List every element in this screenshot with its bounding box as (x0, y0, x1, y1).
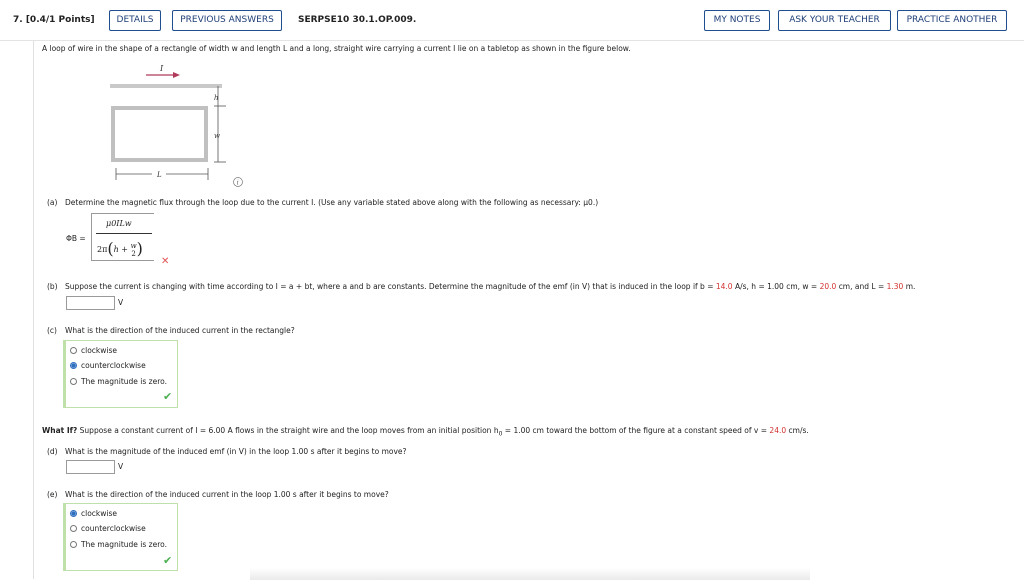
content-left-border (33, 40, 34, 579)
answer-numerator: μ0ILw (106, 219, 132, 228)
part-d-question: What is the magnitude of the induced emf (in V) in the loop 1.00 s after it begins to move? (65, 447, 407, 456)
incorrect-icon: ✕ (161, 256, 170, 267)
question-header (0, 0, 1024, 41)
part-e-question: What is the direction of the induced current in the loop 1.00 s after it begins to move? (65, 490, 389, 499)
v-value: 24.0 (769, 426, 787, 435)
part-b-question: Suppose the current is changing with time according to I = a + bt, where a and b are constants. Determine the magnitude of the emf (in V) that is induced in the loop if b = 14.0 A/s, h = 1.00 cm, w = 20.0 cm, and L = 1.30 m. (65, 282, 916, 291)
part-c-choices (63, 340, 178, 408)
previous-answers-button[interactable]: PREVIOUS ANSWERS (172, 10, 282, 31)
practice-another-button[interactable]: PRACTICE ANOTHER (897, 10, 1007, 31)
figure-h-label: h (214, 94, 219, 102)
part-e-option-zero[interactable]: The magnitude is zero. (81, 540, 167, 549)
part-d-answer-input[interactable] (66, 460, 115, 474)
my-notes-button[interactable]: MY NOTES (704, 10, 770, 31)
part-d-unit: V (118, 462, 124, 471)
details-button[interactable]: DETAILS (109, 10, 161, 31)
part-e-choices (63, 503, 178, 571)
part-c-radio-zero[interactable] (70, 378, 77, 385)
part-e-option-counterclockwise[interactable]: counterclockwise (81, 524, 146, 533)
part-c-option-zero[interactable]: The magnitude is zero. (81, 377, 167, 386)
b-value: 14.0 (715, 282, 733, 291)
two-pi: 2π (97, 245, 108, 254)
figure-w-label: w (214, 132, 220, 140)
figure-current-label: I (160, 64, 164, 73)
part-a-label: (a) (47, 198, 58, 207)
what-if-text: What If? Suppose a constant current of I = 6.00 A flows in the straight wire and the loop moves from an initial position $h_0 = 1.00$ cm toward the bottom of the figure at a constant speed of v = 24.0 cm/s. (42, 426, 809, 438)
part-c-correct-icon: ✔ (163, 390, 173, 403)
L-value: 1.30 (886, 282, 904, 291)
part-c-option-clockwise[interactable]: clockwise (81, 346, 118, 355)
part-e-radio-counterclockwise[interactable] (70, 525, 77, 532)
part-c-label: (c) (47, 326, 57, 335)
fraction-bar (96, 233, 152, 234)
right-paren: ) (136, 239, 143, 258)
wire-loop-figure (100, 58, 260, 188)
part-d-label: (d) (47, 447, 58, 456)
part-e-radio-zero[interactable] (70, 541, 77, 548)
inner-fraction (131, 242, 137, 258)
h0-subscript: 0 (498, 430, 503, 438)
part-b-answer-input[interactable] (66, 296, 115, 310)
problem-code: SERPSE10 30.1.OP.009. (298, 15, 417, 25)
left-paren: ( (107, 239, 114, 258)
wire-loop-rectangle (113, 108, 206, 160)
part-c-radio-clockwise[interactable] (70, 347, 77, 354)
part-e-radio-clockwise[interactable] (70, 510, 77, 517)
bottom-shadow (250, 568, 810, 580)
part-a-answer-field[interactable] (91, 213, 154, 261)
problem-intro: A loop of wire in the shape of a rectangle of width w and length L and a long, straight wire carrying a current I lie on a tabletop as shown in the figure below. (42, 44, 631, 53)
w-value: 20.0 (819, 282, 837, 291)
part-e-label: (e) (47, 490, 58, 499)
figure-L-label: L (157, 171, 162, 179)
part-c-radio-counterclockwise[interactable] (70, 362, 77, 369)
inner-fraction-den: 2 (131, 250, 136, 258)
part-e-correct-icon: ✔ (163, 554, 173, 567)
part-b-label: (b) (47, 282, 58, 291)
ask-your-teacher-button[interactable]: ASK YOUR TEACHER (778, 10, 891, 31)
question-number: 7. [0.4/1 Points] (13, 15, 95, 25)
part-c-question: What is the direction of the induced current in the rectangle? (65, 326, 295, 335)
straight-wire (110, 84, 222, 88)
inner-fraction-num: w (130, 242, 137, 250)
part-e-option-clockwise[interactable]: clockwise (81, 509, 118, 518)
part-b-unit: V (118, 298, 124, 307)
dimension-lines (116, 86, 226, 180)
phi-b-label: ΦB = (66, 234, 86, 243)
part-c-option-counterclockwise[interactable]: counterclockwise (81, 361, 146, 370)
part-a-question: Determine the magnetic flux through the loop due to the current I. (Use any variable stated above along with the following as necessary: μ0.) (65, 198, 599, 207)
h-plus: h + (113, 245, 129, 254)
svg-text:i: i (236, 179, 239, 187)
what-if-bold: What If? (42, 426, 78, 435)
answer-denominator (97, 237, 143, 258)
